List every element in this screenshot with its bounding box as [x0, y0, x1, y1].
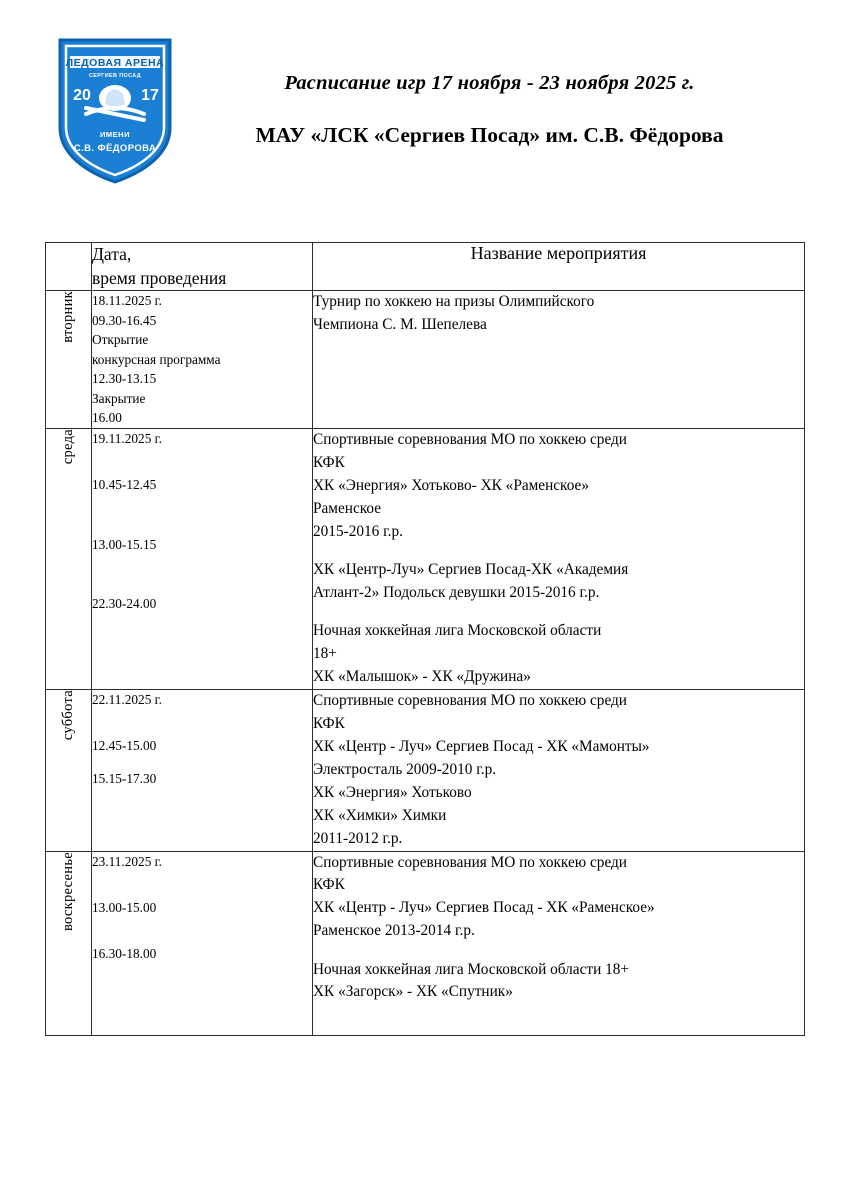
spacer [313, 605, 804, 620]
spacer [92, 449, 312, 462]
event-line: Чемпиона С. М. Шепелева [313, 316, 487, 334]
event-cell [313, 851, 805, 1036]
spacer [313, 544, 804, 559]
date-line: 16.30-18.00 [92, 945, 157, 961]
event-line: Ночная хоккейная лига Московской области 18+ [313, 960, 630, 978]
spacer [92, 871, 312, 884]
date-cell [92, 689, 313, 851]
spacer [92, 521, 312, 534]
event-line: ХК «Энергия» Хотьково [313, 783, 472, 801]
spacer [92, 495, 312, 508]
event-line: 2011-2012 г.р. [313, 829, 403, 847]
ice-arena-logo [56, 36, 174, 186]
spacer [92, 709, 312, 722]
date-line: 12.45-15.00 [92, 738, 157, 754]
event-line: Турнир по хоккею на призы Олимпийского [313, 293, 595, 311]
header-event-column: Название мероприятия [313, 243, 805, 291]
date-cell [92, 851, 313, 1036]
table-header-row [46, 243, 805, 291]
event-line: Ночная хоккейная лига Московской области [313, 622, 602, 640]
logo-container [45, 34, 185, 186]
event-line: ХК «Малышок» - ХК «Дружина» [313, 668, 531, 685]
date-line: Открытие [92, 332, 149, 348]
spacer [92, 581, 312, 594]
date-line: 13.00-15.15 [92, 536, 157, 552]
spacer [92, 723, 312, 736]
date-cell [92, 428, 313, 689]
event-line: ХК «Химки» Химки [313, 806, 447, 824]
day-label-cell [46, 689, 92, 851]
header-date-column [92, 243, 313, 291]
day-label-cell [46, 428, 92, 689]
event-line: КФК [313, 714, 345, 732]
header-date-line2: время проведения [92, 267, 227, 288]
event-line: Спортивные соревнования МО по хоккею среди [313, 853, 627, 871]
event-line: Спортивные соревнования МО по хоккею среди [313, 430, 627, 448]
day-label: вторник [60, 291, 77, 344]
event-line: КФК [313, 876, 345, 894]
date-line: Закрытие [92, 390, 146, 406]
svg-text:20: 20 [73, 87, 91, 104]
day-label: суббота [60, 689, 77, 741]
spacer [92, 554, 312, 567]
svg-text:ЛЕДОВАЯ АРЕНА: ЛЕДОВАЯ АРЕНА [65, 57, 165, 69]
event-line: Раменское [313, 499, 382, 517]
date-line: 18.11.2025 г. [92, 293, 162, 309]
event-line: ХК «Центр - Луч» Сергиев Посад - ХК «Раменское» [313, 899, 655, 917]
date-line: конкурсная программа [92, 351, 221, 367]
organization-title: МАУ «ЛСК «Сергиев Посад» им. С.В. Фёдорова [255, 123, 724, 147]
date-line: 13.00-15.00 [92, 899, 157, 915]
day-label: воскресенье [60, 851, 77, 931]
spacer [92, 756, 312, 769]
date-line: 12.30-13.15 [92, 371, 157, 387]
date-line: 16.00 [92, 410, 122, 426]
date-line: 15.15-17.30 [92, 770, 157, 786]
event-line: Раменское 2013-2014 г.р. [313, 922, 475, 940]
event-cell [313, 428, 805, 689]
event-line: Атлант-2» Подольск девушки 2015-2016 г.р. [313, 583, 600, 601]
event-line: Электросталь 2009-2010 г.р. [313, 760, 497, 778]
svg-text:С.В. ФЁДОРОВА: С.В. ФЁДОРОВА [73, 143, 157, 154]
event-line: ХК «Центр - Луч» Сергиев Посад - ХК «Мамонты» [313, 737, 650, 755]
event-line: КФК [313, 453, 345, 471]
spacer [313, 1020, 804, 1035]
spacer [92, 884, 312, 897]
spacer [92, 917, 312, 930]
event-cell [313, 291, 805, 429]
event-line: ХК «Загорск» - ХК «Спутник» [313, 983, 513, 1001]
date-line: 10.45-12.45 [92, 477, 157, 493]
spacer [92, 567, 312, 580]
event-line: Спортивные соревнования МО по хоккею среди [313, 691, 627, 709]
day-label-cell [46, 291, 92, 429]
document-header [0, 0, 849, 186]
event-cell [313, 689, 805, 851]
svg-text:ИМЕНИ: ИМЕНИ [100, 130, 130, 139]
date-cell [92, 291, 313, 429]
day-label-cell [46, 851, 92, 1036]
date-line: 22.11.2025 г. [92, 691, 162, 707]
event-line: 18+ [313, 645, 337, 663]
table-row [46, 689, 805, 851]
table-row [46, 291, 805, 429]
spacer [313, 1004, 804, 1019]
header-titles [185, 34, 804, 148]
svg-text:СЕРГИЕВ ПОСАД: СЕРГИЕВ ПОСАД [89, 73, 141, 79]
event-line: 2015-2016 г.р. [313, 522, 403, 540]
header-date-line1: Дата, [92, 244, 132, 264]
date-line: 23.11.2025 г. [92, 853, 162, 869]
date-line: 22.30-24.00 [92, 595, 157, 611]
date-line: 09.30-16.45 [92, 312, 157, 328]
spacer [92, 508, 312, 521]
event-line: ХК «Центр-Луч» Сергиев Посад-ХК «Академия [313, 560, 629, 578]
spacer [92, 930, 312, 943]
schedule-period-title: Расписание игр 17 ноября - 23 ноября 2025 г. [284, 72, 695, 94]
event-line: ХК «Энергия» Хотьково- ХК «Раменское» [313, 476, 589, 494]
table-row [46, 851, 805, 1036]
date-line: 19.11.2025 г. [92, 430, 162, 446]
spacer [92, 462, 312, 475]
day-label: среда [60, 428, 77, 465]
header-day-column [46, 243, 92, 291]
table-row [46, 428, 805, 689]
schedule-table [45, 242, 805, 1036]
spacer [313, 943, 804, 958]
schedule-table-wrapper [0, 242, 849, 1036]
svg-text:17: 17 [141, 87, 159, 104]
